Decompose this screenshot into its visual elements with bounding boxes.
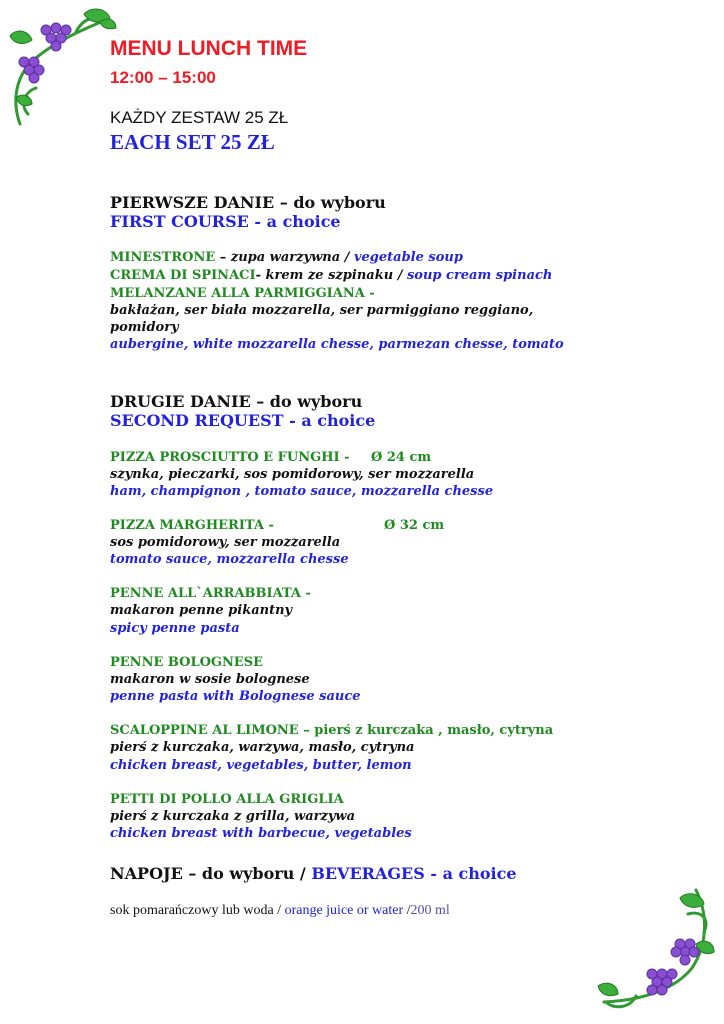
set-price-english: EACH SET 25 ZŁ	[110, 130, 275, 154]
dish-name-penne-arrabbiata: PENNE ALL`ARRABBIATA -	[110, 586, 311, 601]
dish-name: CREMA DI SPINACI	[110, 268, 256, 283]
set-price-polish: KAŻDY ZESTAW 25 ZŁ	[110, 108, 289, 127]
dish-description-polish: zupa warzywna /	[230, 250, 354, 265]
dish-description-english-scaloppine: chicken breast, vegetables, butter, lemon	[110, 758, 412, 773]
dish-description-english-prosciutto: ham, champignon , tomato sauce, mozzarella chesse	[110, 484, 494, 499]
dish-name-scaloppine: SCALOPPINE AL LIMONE – pierś z kurczaka , masło, cytryna	[110, 723, 554, 738]
dish-description-english-arrabbiata: spicy penne pasta	[110, 621, 240, 636]
dish-name: MINESTRONE	[110, 250, 216, 265]
menu-item-minestrone	[110, 250, 463, 265]
pizza-size-32: Ø 32 cm	[384, 518, 445, 533]
dish-description-polish-melanzane-cont: pomidory	[110, 320, 179, 335]
beverage-polish: sok pomarańczowy lub woda /	[110, 903, 285, 918]
pizza-size-24: Ø 24 cm	[371, 450, 432, 465]
dish-description-polish-melanzane: bakłażan, ser biała mozzarella, ser parmiggiano reggiano,	[110, 303, 534, 318]
dish-name-penne-bolognese: PENNE BOLOGNESE	[110, 655, 264, 670]
dish-description-polish-margherita: sos pomidorowy, ser mozzarella	[110, 535, 341, 550]
beverage-separator: /	[403, 903, 411, 918]
dish-description-english-bolognese: penne pasta with Bolognese sauce	[110, 689, 361, 704]
beverage-option	[110, 903, 450, 919]
dish-description-polish-bolognese: makaron w sosie bolognese	[110, 672, 310, 687]
dish-description-polish: - krem ze szpinaku /	[255, 268, 407, 283]
dish-description-english-melanzane: aubergine, white mozzarella chesse, parmezan chesse, tomato	[110, 337, 564, 352]
beverages-heading	[110, 864, 517, 883]
lunch-hours: 12:00 – 15:00	[110, 68, 216, 87]
beverages-heading-polish: NAPOJE – do wyboru /	[110, 864, 312, 883]
separator: –	[215, 250, 231, 265]
dish-description-polish-petti: pierś z kurczaka z grilla, warzywa	[110, 809, 356, 824]
dish-description-english-margherita: tomato sauce, mozzarella chesse	[110, 552, 349, 567]
dish-description-polish-prosciutto: szynka, pieczarki, sos pomidorowy, ser mozzarella	[110, 467, 475, 482]
beverages-heading-english: BEVERAGES - a choice	[311, 864, 517, 883]
grape-vine-decoration-top-left	[6, 6, 118, 134]
beverage-volume: 200 ml	[410, 903, 450, 918]
menu-title: MENU LUNCH TIME	[110, 37, 308, 60]
first-course-heading-english: FIRST COURSE - a choice	[110, 212, 341, 231]
dish-description-english: soup cream spinach	[406, 268, 553, 283]
second-course-heading-polish: DRUGIE DANIE – do wyboru	[110, 392, 363, 411]
dish-description-polish-scaloppine: pierś z kurczaka, warzywa, masło, cytryna	[110, 740, 415, 755]
dish-name-pizza-margherita: PIZZA MARGHERITA -	[110, 518, 274, 533]
menu-item-crema-di-spinaci	[110, 268, 552, 283]
first-course-heading-polish: PIERWSZE DANIE – do wyboru	[110, 193, 386, 212]
dish-description-english: vegetable soup	[353, 250, 463, 265]
dish-description-polish-arrabbiata: makaron penne pikantny	[110, 603, 293, 618]
dish-name-pizza-prosciutto: PIZZA PROSCIUTTO E FUNGHI -	[110, 450, 350, 465]
beverage-english: orange juice or water	[284, 903, 404, 918]
dish-name-petti-di-pollo: PETTI DI POLLO ALLA GRIGLIA	[110, 792, 344, 807]
second-course-heading-english: SECOND REQUEST - a choice	[110, 411, 376, 430]
dish-name-melanzane: MELANZANE ALLA PARMIGGIANA -	[110, 286, 375, 301]
dish-description-english-petti: chicken breast with barbecue, vegetables	[110, 826, 412, 841]
grape-vine-decoration-bottom-right	[596, 884, 718, 1016]
